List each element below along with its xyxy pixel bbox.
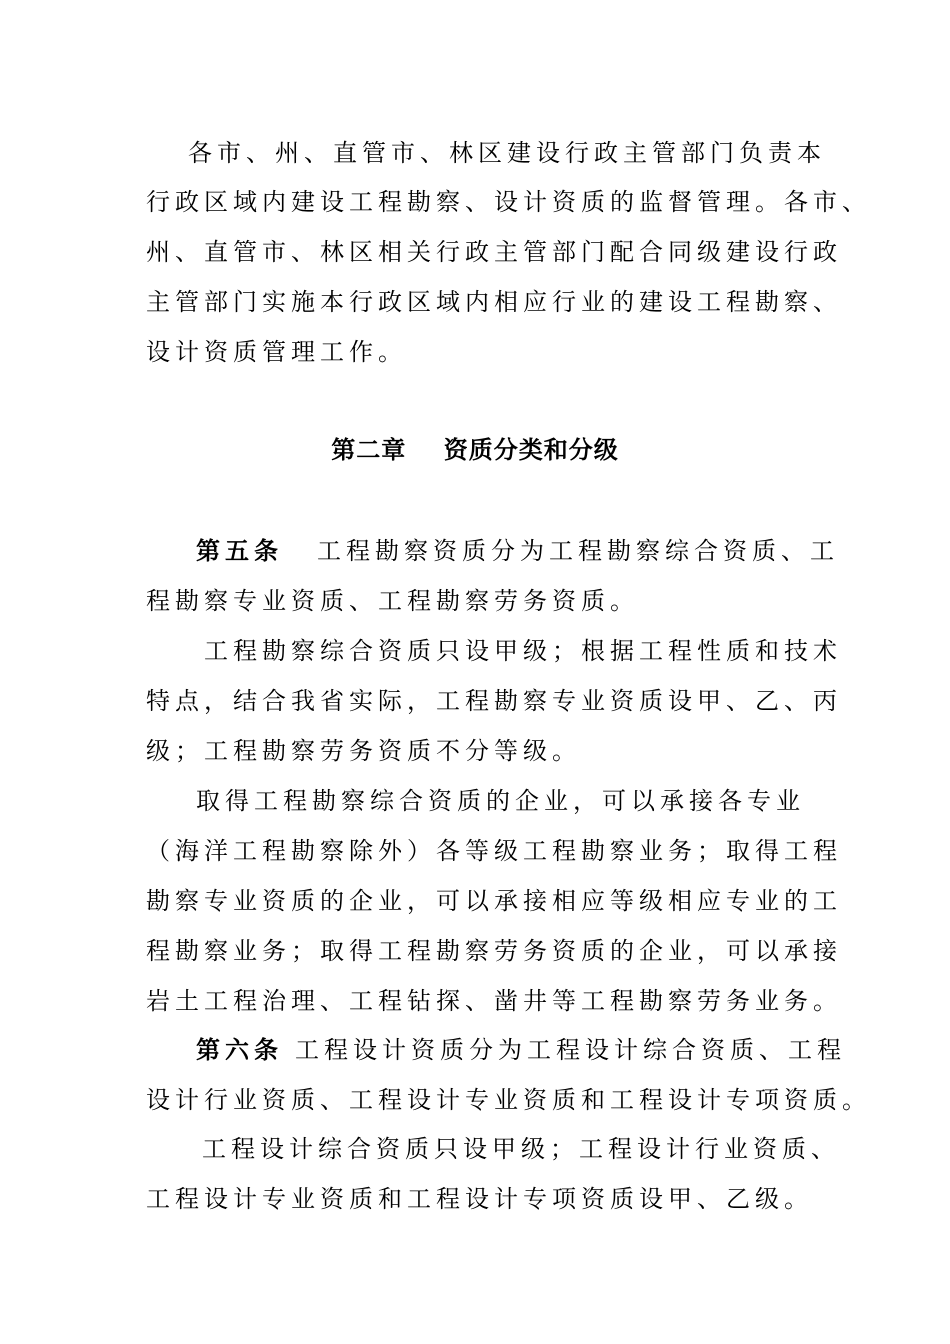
article5-label: 第五条 [196, 537, 283, 565]
intro-line-5: 设计资质管理工作。 [146, 338, 407, 366]
article5-para3-line-1: 取得工程勘察综合资质的企业，可以承接各专业 [196, 787, 805, 815]
article5-para2-line-1: 工程勘察综合资质只设甲级；根据工程性质和技术 [204, 637, 842, 665]
article6-para2-line-1: 工程设计综合资质只设甲级；工程设计行业资质、 [202, 1135, 840, 1163]
chapter-heading: 第二章 资质分类和分级 [331, 436, 619, 464]
article5-para3-line-4: 程勘察业务；取得工程勘察劳务资质的企业，可以承接 [146, 937, 842, 965]
intro-line-1: 各市、州、直管市、林区建设行政主管部门负责本 [188, 139, 826, 167]
article6-para2-line-2: 工程设计专业资质和工程设计专项资质设甲、乙级。 [146, 1185, 813, 1213]
article6-first-line [196, 1035, 846, 1065]
article6-label: 第六条 [196, 1036, 283, 1064]
article5-para3-line-2: （海洋工程勘察除外）各等级工程勘察业务；取得工程 [146, 837, 842, 865]
article5-para2-line-3: 级；工程勘察劳务资质不分等级。 [146, 737, 581, 765]
article5-line-2: 程勘察专业资质、工程勘察劳务资质。 [146, 587, 639, 615]
article5-para3-line-5: 岩土工程治理、工程钻探、凿井等工程勘察劳务业务。 [146, 987, 842, 1015]
article5-para2-line-2: 特点，结合我省实际，工程勘察专业资质设甲、乙、丙 [146, 687, 842, 715]
article5-para3-line-3: 勘察专业资质的企业，可以承接相应等级相应专业的工 [146, 887, 842, 915]
intro-line-4: 主管部门实施本行政区域内相应行业的建设工程勘察、 [146, 288, 842, 316]
intro-line-2: 行政区域内建设工程勘察、设计资质的监督管理。各市、 [146, 188, 871, 216]
article5-first-text: 工程勘察资质分为工程勘察综合资质、工 [317, 537, 839, 565]
article6-line-2: 设计行业资质、工程设计专业资质和工程设计专项资质。 [146, 1086, 871, 1114]
intro-line-3: 州、直管市、林区相关行政主管部门配合同级建设行政 [146, 238, 842, 266]
article6-first-text: 工程设计资质分为工程设计综合资质、工程 [295, 1036, 846, 1064]
article5-first-line [196, 536, 839, 566]
